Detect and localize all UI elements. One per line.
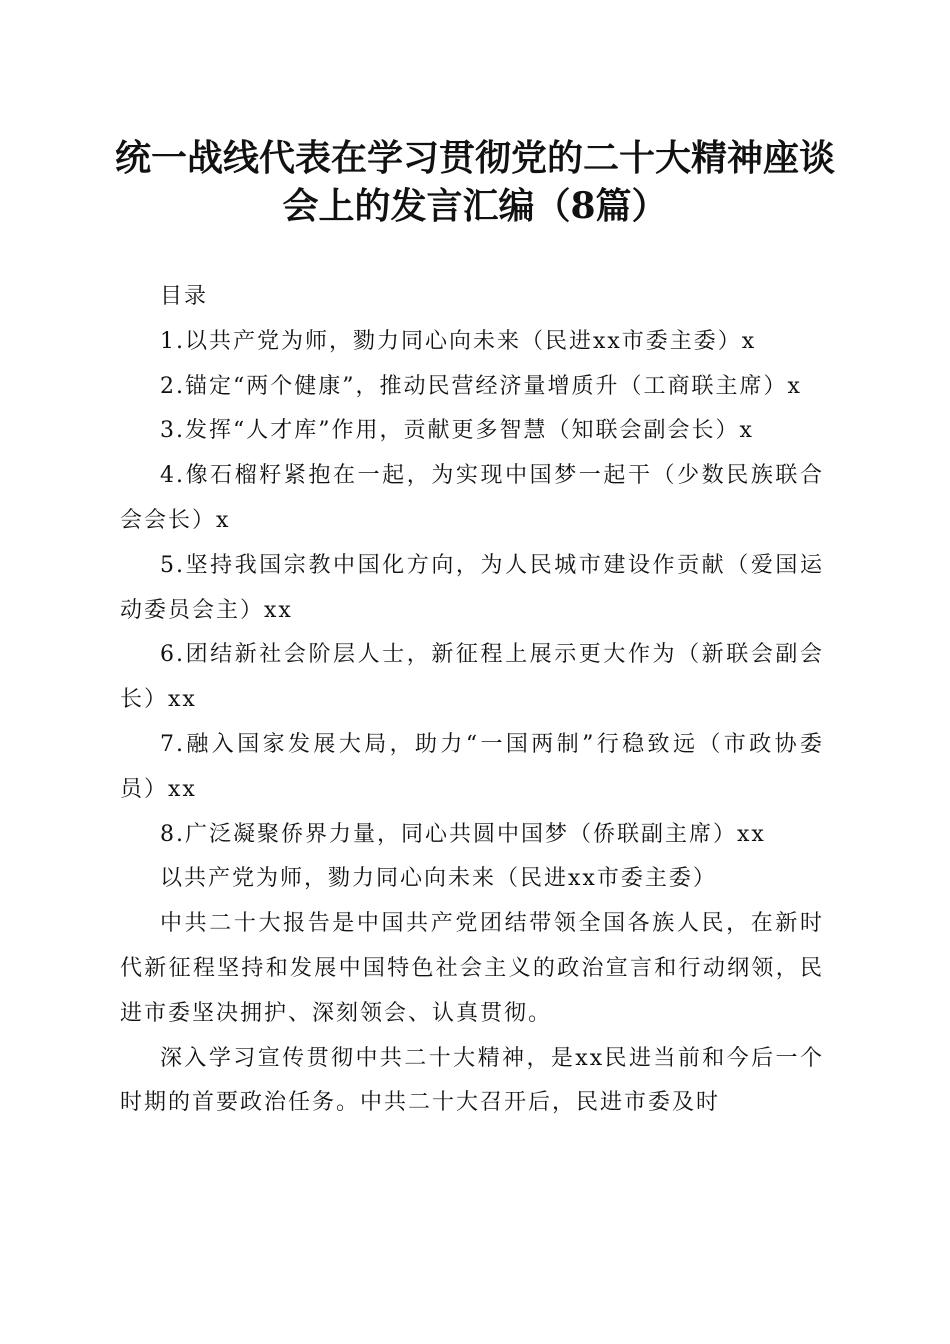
document-title: 统一战线代表在学习贯彻党的二十大精神座谈会上的发言汇编（8篇） — [114, 137, 835, 227]
toc-item-6: 6.团结新社会阶层人士，新征程上展示更大作为（新联会副会长）xx — [120, 642, 824, 713]
document-body — [120, 275, 824, 1126]
toc-heading: 目录 — [160, 284, 209, 309]
toc-item-5: 5.坚持我国宗教中国化方向，为人民城市建设作贡献（爱国运动委员会主）xx — [120, 552, 824, 623]
toc-item-3: 3.发挥“人才库”作用，贡献更多智慧（知联会副会长）x — [160, 418, 754, 444]
toc-item-2: 2.锚定“两个健康”，推动民营经济量增质升（工商联主席）x — [160, 373, 802, 399]
body-paragraph-1: 中共二十大报告是中国共产党团结带领全国各族人民，在新时代新征程坚持和发展中国特色社会主义的政治宣言和行动纲领，民进市委坚决拥护、深刻领会、认真贯彻。 — [120, 911, 824, 1026]
toc-item-8: 8.广泛凝聚侨界力量，同心共圆中国梦（侨联副主席）xx — [160, 821, 766, 847]
toc-item-7: 7.融入国家发展大局，助力“一国两制”行稳致远（市政协委员）xx — [120, 731, 824, 802]
body-paragraph-2: 深入学习宣传贯彻中共二十大精神，是xx民进当前和今后一个时期的首要政治任务。中共二十大召开后，民进市委及时 — [120, 1045, 824, 1116]
toc-item-1: 1.以共产党为师，勠力同心向未来（民进xx市委主委）x — [160, 328, 757, 354]
toc-item-4: 4.像石榴籽紧抱在一起，为实现中国梦一起干（少数民族联合会会长）x — [120, 463, 824, 533]
section-heading: 以共产党为师，勠力同心向未来（民进xx市委主委） — [160, 866, 717, 892]
